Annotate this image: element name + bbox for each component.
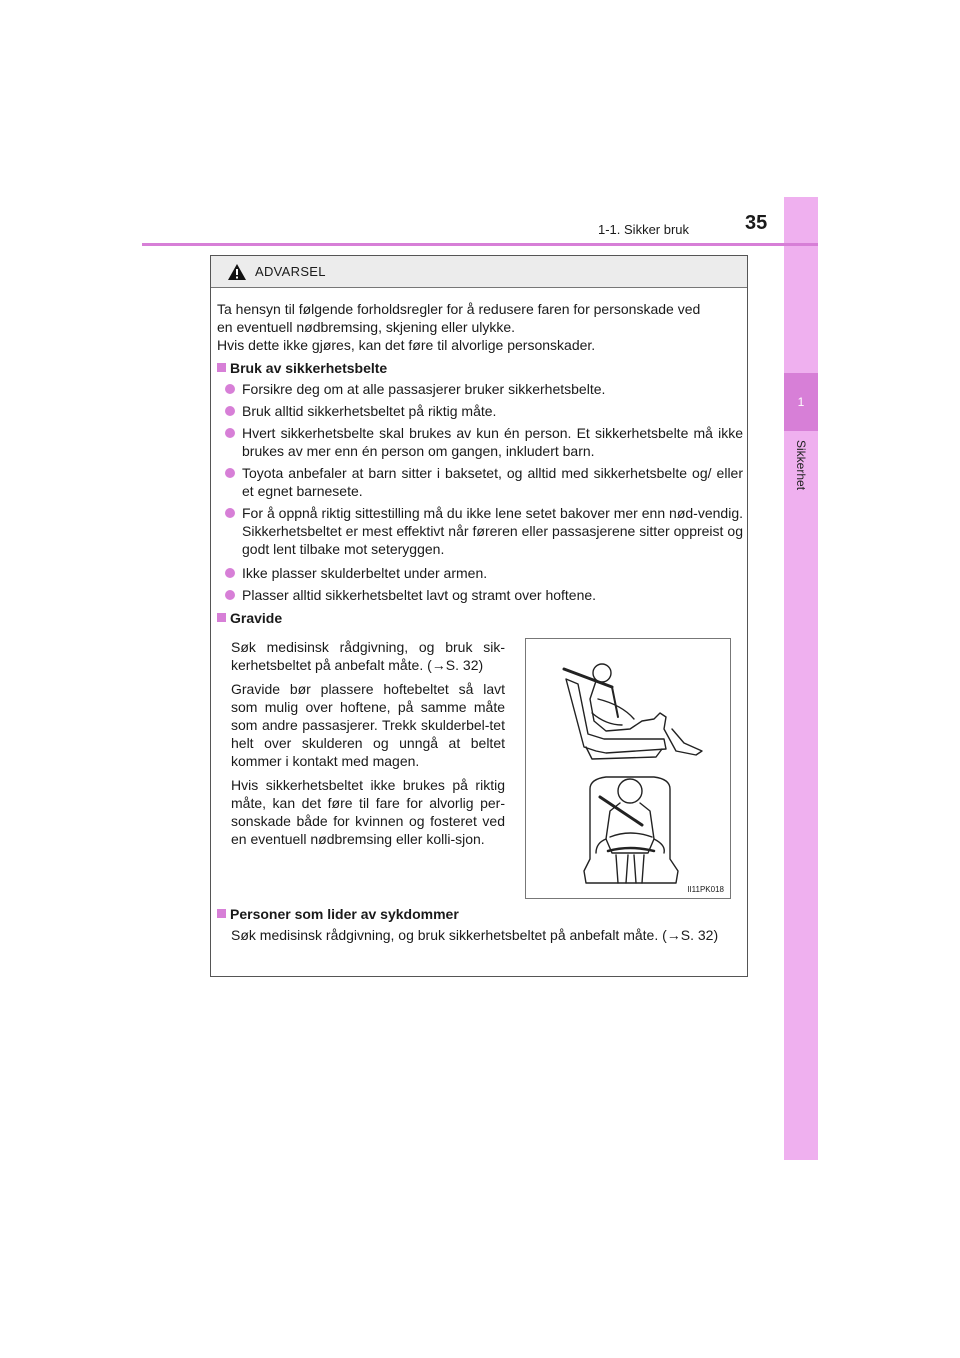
warning-header (211, 256, 747, 288)
pregnant-seatbelt-illustration (525, 638, 731, 899)
chapter-number: 1 (784, 373, 818, 431)
section-heading-pregnant: Gravide (217, 609, 282, 627)
bullet-dot-icon (225, 384, 235, 394)
pregnant-paragraph: Søk medisinsk rådgivning, og bruk sik-kerhetsbeltet på anbefalt måte. (→S. 32) (231, 639, 505, 673)
header-rule (142, 243, 818, 246)
bullet-dot-icon (225, 468, 235, 478)
list-item: Bruk alltid sikkerhetsbeltet på riktig måte. (225, 402, 743, 420)
section-heading-seatbelt: Bruk av sikkerhetsbelte (217, 359, 387, 377)
warning-triangle-icon (227, 263, 247, 281)
warning-intro (217, 300, 743, 354)
list-item: Ikke plasser skulderbeltet under armen. (225, 564, 743, 582)
illness-paragraph: Søk medisinsk rådgivning, og bruk sikkerhetsbeltet på anbefalt måte. (→S. 32) (231, 927, 719, 943)
section-title: 1-1. Sikker bruk (598, 222, 690, 237)
list-item: Toyota anbefaler at barn sitter i baksetet, og alltid med sikkerhetsbelte og/ eller et egnet barnesete. (225, 464, 743, 500)
page-number: 35 (745, 212, 768, 234)
square-bullet-icon (217, 613, 226, 622)
chapter-title: Sikkerhet (794, 439, 808, 491)
bullet-dot-icon (225, 568, 235, 578)
pregnant-paragraph: Gravide bør plassere hoftebeltet så lavt som mulig over hoftene, på samme måte som andre passasjerer. Trekk skulderbel-tet helt over skulderen og unngå at beltet kommer i kontakt med magen. (231, 681, 505, 769)
bullet-dot-icon (225, 590, 235, 600)
pregnant-woman-drawing (526, 639, 730, 898)
intro-line: en eventuell nødbremsing, skjening eller ulykke. (217, 319, 516, 335)
illustration-code: II11PK018 (687, 885, 724, 894)
warning-box (210, 255, 748, 977)
section-heading-illness: Personer som lider av sykdommer (217, 905, 459, 923)
pregnant-paragraph: Hvis sikkerhetsbeltet ikke brukes på riktig måte, kan det føre til fare for alvorlig per-sonskade både for kvinnen og fosteret ved en eventuell nødbremsing eller kolli-sjon. (231, 777, 505, 847)
bullet-dot-icon (225, 428, 235, 438)
intro-line: Ta hensyn til følgende forholdsregler for å redusere faren for personskade ved (217, 301, 701, 317)
list-item: Forsikre deg om at alle passasjerer bruker sikkerhetsbelte. (225, 380, 743, 398)
chapter-side-tab (784, 197, 818, 1160)
square-bullet-icon (217, 909, 226, 918)
warning-title: ADVARSEL (255, 264, 326, 279)
bullet-dot-icon (225, 406, 235, 416)
square-bullet-icon (217, 363, 226, 372)
intro-line: Hvis dette ikke gjøres, kan det føre til alvorlige personskader. (217, 337, 596, 353)
list-item: For å oppnå riktig sittestilling må du ikke lene setet bakover mer enn nød-vendig. Sikkerhetsbeltet er mest effektivt når føreren eller passasjerene sitter oppreist og godt lent tilbake mot seteryggen. (225, 504, 743, 558)
list-item: Hvert sikkerhetsbelte skal brukes av kun én person. Et sikkerhetsbelte må ikke brukes av mer enn én person om gangen, inkludert barn. (225, 424, 743, 460)
bullet-dot-icon (225, 508, 235, 518)
list-item: Plasser alltid sikkerhetsbeltet lavt og stramt over hoftene. (225, 586, 743, 604)
